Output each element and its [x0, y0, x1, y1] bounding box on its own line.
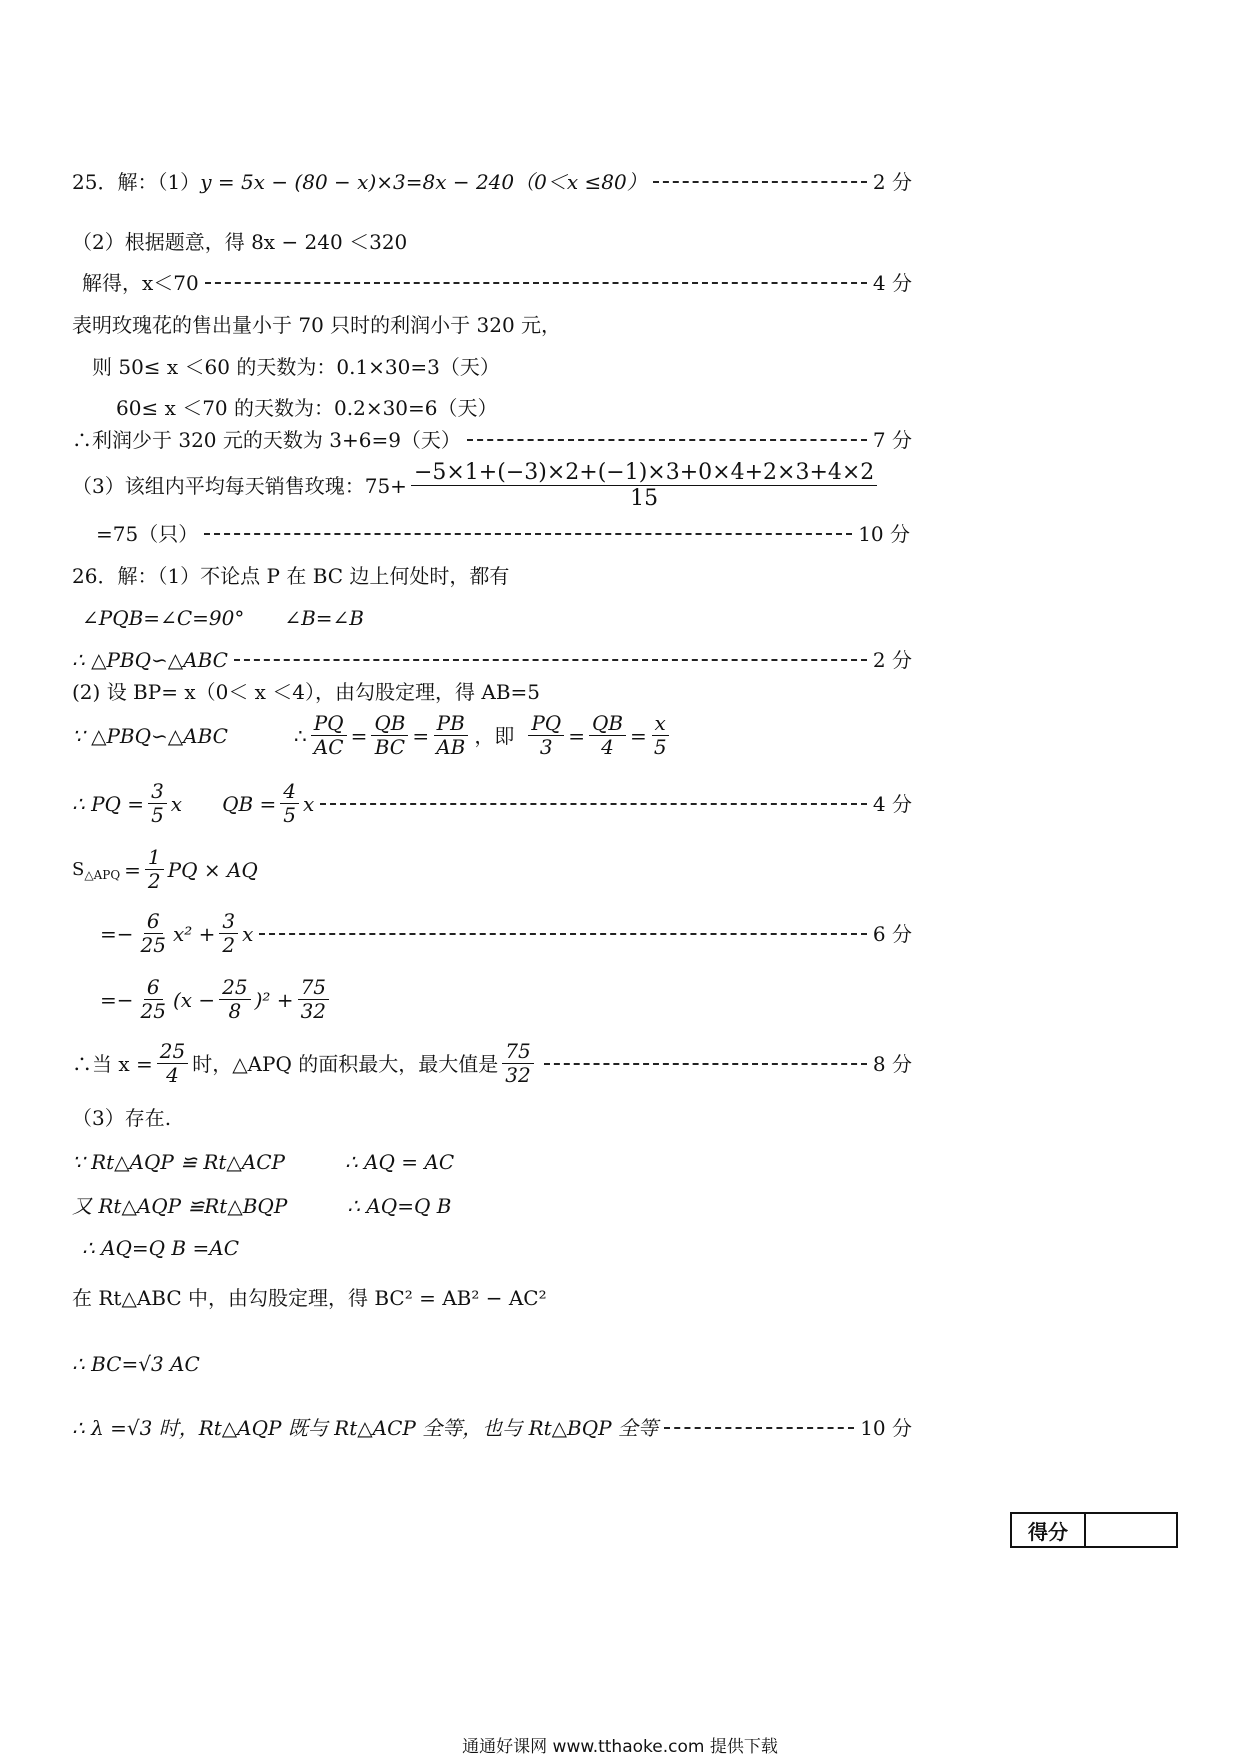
line-26-15: 在 Rt△ABC 中，由勾股定理，得 BC² = AB² − AC²	[72, 1286, 547, 1310]
line-26-14: ∴ AQ=Q B =AC	[82, 1236, 239, 1260]
line-26-7: S △APQ = $\frac{1}{2}$ PQ × AQ	[72, 845, 258, 893]
line-26-1: 26．解：（1）不论点 P 在 BC 边上何处时，都有	[72, 564, 510, 588]
line-26-2: ∠PQB=∠C=90° ∠B=∠B	[82, 606, 365, 630]
line-25-9: =75（只） 10 分	[96, 522, 910, 546]
q25-head: 25．解：（1）	[72, 170, 201, 194]
line-26-13: 又 Rt△AQP ≌Rt△BQP ∴ AQ=Q B	[72, 1194, 452, 1218]
line-25-6: 60≤ x ＜70 的天数为：0.2×30=6（天）	[116, 396, 498, 420]
line-25-4: 表明玫瑰花的售出量小于 70 只时的利润小于 320 元，	[72, 313, 562, 337]
line-25-2: （2）根据题意，得 8x − 240 ＜320	[72, 230, 408, 254]
score-label: 得分	[1012, 1514, 1086, 1546]
dash-leader	[653, 181, 867, 183]
line-26-8: =− $\frac{6}{25}$ x² + $\frac{3}{2}$ x 6 分	[100, 909, 912, 957]
q25-formula: y = 5x − (80 − x)×3=8x − 240（0＜x ≤80）	[200, 170, 647, 194]
line-26-5: ∵ △PBQ∽△ABC ∴ $\frac{PQ}{AC}$ = $\frac{QB}{BC}$ = $\frac{PB}{AB}$ ，即 $\frac{PQ}{3}$ = $\frac{QB}{4}$ = $\frac{x}{5}$	[72, 712, 674, 759]
score-2: 2 分	[872, 170, 912, 194]
line-25-8: （3）该组内平均每天销售玫瑰：75+ $\frac{-5\times 1+(-3)\times 2+(-1)\times 3+0\times 4+2\times 3+4\times 2}{15}$	[72, 460, 881, 512]
score-value-field[interactable]	[1086, 1514, 1176, 1546]
line-26-9: =− $\frac{6}{25}$ (x − $\frac{25}{8}$ )² + $\frac{75}{32}$	[100, 976, 333, 1023]
line-26-16: ∴ BC=√3 AC	[72, 1352, 200, 1376]
line-25-7: ∴利润少于 320 元的天数为 3+6=9（天） 7 分	[72, 428, 912, 452]
page-footer: 通通好课网 www.tthaoke.com 提供下载	[462, 1737, 778, 1757]
line-26-4: (2) 设 BP= x（0＜ x ＜4），由勾股定理，得 AB=5	[72, 680, 541, 704]
line-26-12: ∵ Rt△AQP ≌ Rt△ACP ∴ AQ = AC	[72, 1150, 455, 1174]
line-26-17: ∴ λ =√3 时，Rt△AQP 既与 Rt△ACP 全等，也与 Rt△BQP 全等 10 分	[72, 1416, 912, 1440]
line-26-3: ∴ △PBQ∽△ABC 2 分	[72, 648, 912, 672]
line-26-11: （3）存在.	[72, 1106, 172, 1130]
line-25-1	[72, 172, 912, 192]
mean-fraction: $\frac{-5\times 1+(-3)\times 2+(-1)\times 3+0\times 4+2\times 3+4\times 2}{15}$	[411, 460, 877, 512]
line-26-10: ∴当 x = $\frac{25}{4}$ 时，△APQ 的面积最大，最大值是 $\frac{75}{32}$ 8 分	[72, 1039, 912, 1087]
line-25-3: 解得，x＜70 4 分	[82, 271, 912, 295]
line-25-5: 则 50≤ x ＜60 的天数为：0.1×30=3（天）	[92, 355, 500, 379]
score-box	[1010, 1512, 1178, 1548]
line-26-6: ∴ PQ = $\frac{3}{5}$ x QB = $\frac{4}{5}$ x 4 分	[72, 779, 912, 827]
